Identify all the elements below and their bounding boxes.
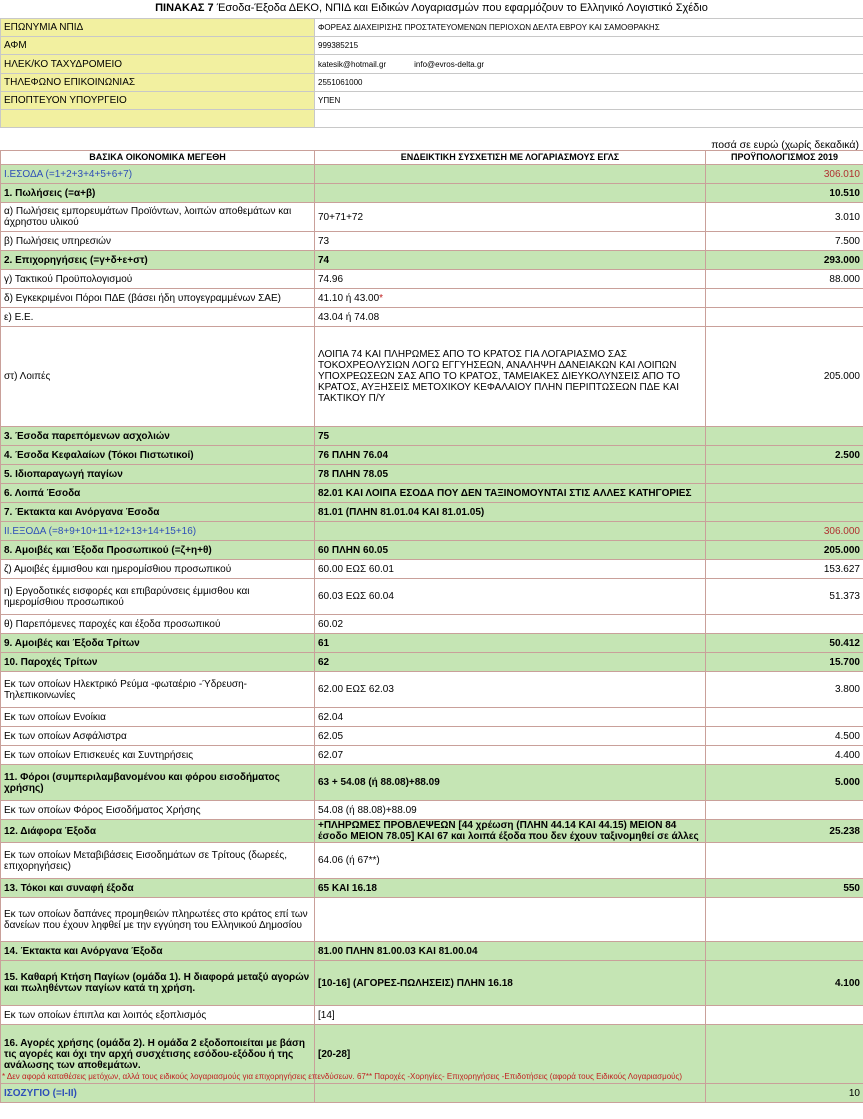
account-cell xyxy=(315,184,706,203)
account-cell: 74.96 xyxy=(315,270,706,289)
metric-cell: 14. Έκτακτα και Ανόργανα Έξοδα xyxy=(1,942,315,961)
amount-cell: 88.000 xyxy=(706,270,863,289)
email-1: katesik@hotmail.gr xyxy=(318,59,387,69)
table-title: Έσοδα-Έξοδα ΔΕΚΟ, ΝΠΙΔ και Ειδικών Λογαριασμών που εφαρμόζουν το Ελληνικό Λογιστικό Σχέδιο xyxy=(216,2,708,14)
account-cell: 60.03 ΕΩΣ 60.04 xyxy=(315,579,706,615)
metric-cell: στ) Λοιπές xyxy=(1,327,315,427)
table-row xyxy=(1,820,863,843)
account-cell xyxy=(315,165,706,184)
table-row xyxy=(1,560,863,579)
account-cell: 76 ΠΛΗΝ 76.04 xyxy=(315,446,706,465)
account-cell: 74 xyxy=(315,251,706,270)
account-cell: 78 ΠΛΗΝ 78.05 xyxy=(315,465,706,484)
table-row xyxy=(1,465,863,484)
account-cell: 81.00 ΠΛΗΝ 81.00.03 ΚΑΙ 81.00.04 xyxy=(315,942,706,961)
currency-note: ποσά σε ευρώ (χωρίς δεκαδικά) xyxy=(711,139,859,151)
metric-cell: 9. Αμοιβές και Έξοδα Τρίτων xyxy=(1,634,315,653)
page-title xyxy=(0,0,863,16)
amount-cell: 2.500 xyxy=(706,446,863,465)
table-row xyxy=(1,327,863,427)
account-cell xyxy=(315,1084,706,1103)
account-cell xyxy=(315,289,706,308)
table-row xyxy=(1,879,863,898)
table-row xyxy=(1,708,863,727)
amount-cell: 25.238 xyxy=(706,820,863,843)
amount-cell: 293.000 xyxy=(706,251,863,270)
account-cell: +ΠΛΗΡΩΜΕΣ ΠΡΟΒΛΕΨΕΩΝ [44 χρέωση (ΠΛΗΝ 44.14 ΚΑΙ 44.15) ΜΕΙΟΝ 84 έσοδο ΜΕΙΟΝ 78.05] ΚΑΙ 67 και λοιπά έξοδα που δεν έχουν ταξινομηθεί σε άλλες xyxy=(315,820,706,843)
table-row xyxy=(1,727,863,746)
amount-cell xyxy=(706,801,863,820)
amount-cell: 15.700 xyxy=(706,653,863,672)
account-cell: 54.08 (ή 88.08)+88.09 xyxy=(315,801,706,820)
metric-cell: Ι.ΕΣΟΔΑ (=1+2+3+4+5+6+7) xyxy=(1,165,315,184)
metric-cell: Εκ των οποίων Μεταβιβάσεις Εισοδημάτων σε Τρίτους (δωρεές, επιχορηγήσεις) xyxy=(1,843,315,879)
info-label xyxy=(1,110,315,128)
table-row xyxy=(1,961,863,1006)
amount-cell: 153.627 xyxy=(706,560,863,579)
account-cell: [14] xyxy=(315,1006,706,1025)
metric-cell: α) Πωλήσεις εμπορευμάτων Προϊόντων, λοιπών αποθεμάτων και άχρηστου υλικού xyxy=(1,203,315,232)
metric-cell: 16. Αγορές χρήσης (ομάδα 2). Η ομάδα 2 εξοδοποιείται με βάση τις αγορές και όχι την αρχή συσχέτισης εσόδου-εξόδου ή της ανάλωσης των αποθεμάτων. xyxy=(1,1025,315,1084)
info-label: ΕΠΩΝΥΜΙΑ ΝΠΙΔ xyxy=(1,19,315,37)
amount-cell: 3.800 xyxy=(706,672,863,708)
metric-cell: ΙΙ.ΕΞΟΔΑ (=8+9+10+11+12+13+14+15+16) xyxy=(1,522,315,541)
amount-cell: 10 xyxy=(706,1084,863,1103)
table-row xyxy=(1,746,863,765)
table-row xyxy=(1,942,863,961)
table-row xyxy=(1,1084,863,1103)
metric-cell: Εκ των οποίων Ενοίκια xyxy=(1,708,315,727)
table-row xyxy=(1,427,863,446)
account-cell: 62.07 xyxy=(315,746,706,765)
table-row xyxy=(1,184,863,203)
amount-cell xyxy=(706,708,863,727)
table-number: ΠΙΝΑΚΑΣ 7 xyxy=(155,2,214,14)
table-row xyxy=(1,541,863,560)
info-row-afm xyxy=(1,37,863,55)
metric-cell: ε) Ε.Ε. xyxy=(1,308,315,327)
metric-cell: Εκ των οποίων δαπάνες προμηθειών πληρωτέες στο κράτος επί των δανείων που έχουν ληφθεί με την εγγύηση του Ελληνικού Δημοσίου xyxy=(1,898,315,942)
account-cell: 63 + 54.08 (ή 88.08)+88.09 xyxy=(315,765,706,801)
amount-cell: 306.010 xyxy=(706,165,863,184)
metric-cell: 13. Τόκοι και συναφή έξοδα xyxy=(1,879,315,898)
table-row xyxy=(1,634,863,653)
account-cell: 61 xyxy=(315,634,706,653)
account-cell xyxy=(315,898,706,942)
amount-cell: 4.400 xyxy=(706,746,863,765)
metric-cell: 4. Έσοδα Κεφαλαίων (Τόκοι Πιστωτικοί) xyxy=(1,446,315,465)
account-cell: 60 ΠΛΗΝ 60.05 xyxy=(315,541,706,560)
amount-cell: 3.010 xyxy=(706,203,863,232)
amount-cell: 10.510 xyxy=(706,184,863,203)
info-label: ΑΦΜ xyxy=(1,37,315,55)
amount-cell: 4.500 xyxy=(706,727,863,746)
footnote: * Δεν αφορά καταθέσεις μετόχων, αλλά τους ειδικούς λογαριασμούς για επιχορηγήσεις επενδύσεων. 67** Παροχές -Χορηγίες- Επιχορηγήσεις -Επιδοτήσεις (αφορά τους Ειδικούς Λογαριασμούς) xyxy=(2,1072,683,1081)
table-header-row xyxy=(1,151,863,165)
amount-cell xyxy=(706,942,863,961)
table-row xyxy=(1,232,863,251)
account-cell: 62.04 xyxy=(315,708,706,727)
metric-cell: 10. Παροχές Τρίτων xyxy=(1,653,315,672)
account-cell: 62.00 ΕΩΣ 62.03 xyxy=(315,672,706,708)
metric-cell: δ) Εγκεκριμένοι Πόροι ΠΔΕ (βάσει ήδη υπογεγραμμένων ΣΑΕ) xyxy=(1,289,315,308)
amount-cell xyxy=(706,843,863,879)
info-row-empty xyxy=(1,110,863,128)
info-value: ΥΠΕΝ xyxy=(315,92,863,110)
metric-cell: Εκ των οποίων Επισκευές και Συντηρήσεις xyxy=(1,746,315,765)
info-label: ΕΠΟΠΤΕΥΟΝ ΥΠΟΥΡΓΕΙΟ xyxy=(1,92,315,110)
email-2: info@evros-delta.gr xyxy=(414,59,485,69)
column-header: ΕΝΔΕΙΚΤΙΚΗ ΣΥΣΧΕΤΙΣΗ ΜΕ ΛΟΓΑΡΙΑΣΜΟΥΣ ΕΓΛΣ xyxy=(315,151,706,165)
info-row-phone xyxy=(1,74,863,92)
metric-cell: η) Εργοδοτικές εισφορές και επιβαρύνσεις έμμισθου και ημερομίσθιου προσωπικού xyxy=(1,579,315,615)
metric-cell: θ) Παρεπόμενες παροχές και έξοδα προσωπικού xyxy=(1,615,315,634)
table-row xyxy=(1,801,863,820)
info-label: ΤΗΛΕΦΩΝΟ ΕΠΙΚΟΙΝΩΝΙΑΣ xyxy=(1,74,315,92)
table-row xyxy=(1,615,863,634)
amount-cell xyxy=(706,615,863,634)
footnote-mark: * xyxy=(379,292,384,304)
amount-cell: 4.100 xyxy=(706,961,863,1006)
table-row xyxy=(1,522,863,541)
budget-table xyxy=(0,150,863,1103)
amount-cell xyxy=(706,1025,863,1084)
info-value xyxy=(315,110,863,128)
info-row-name xyxy=(1,19,863,37)
metric-cell: γ) Τακτικού Προϋπολογισμού xyxy=(1,270,315,289)
entity-info-table xyxy=(0,18,863,128)
amount-cell: 550 xyxy=(706,879,863,898)
metric-cell: 15. Καθαρή Κτήση Παγίων (ομάδα 1). Η διαφορά μεταξύ αγορών και πωληθέντων παγίων κατά τη χρήση. xyxy=(1,961,315,1006)
account-cell: 82.01 ΚΑΙ ΛΟΙΠΑ ΕΣΟΔΑ ΠΟΥ ΔΕΝ ΤΑΞΙΝΟΜΟΥΝΤΑΙ ΣΤΙΣ ΑΛΛΕΣ ΚΑΤΗΓΟΡΙΕΣ xyxy=(315,484,706,503)
column-header: ΒΑΣΙΚΑ ΟΙΚΟΝΟΜΙΚΑ ΜΕΓΕΘΗ xyxy=(1,151,315,165)
amount-cell xyxy=(706,484,863,503)
amount-cell: 7.500 xyxy=(706,232,863,251)
table-row xyxy=(1,308,863,327)
amount-cell: 5.000 xyxy=(706,765,863,801)
table-row xyxy=(1,484,863,503)
amount-cell xyxy=(706,289,863,308)
amount-cell xyxy=(706,503,863,522)
info-row-email xyxy=(1,55,863,74)
metric-cell: 1. Πωλήσεις (=α+β) xyxy=(1,184,315,203)
info-label: ΗΛΕΚ/ΚΟ ΤΑΧΥΔΡΟΜΕΙΟ xyxy=(1,55,315,74)
table-row xyxy=(1,898,863,942)
account-cell: 64.06 (ή 67**) xyxy=(315,843,706,879)
account-cell: [10-16] (ΑΓΟΡΕΣ-ΠΩΛΗΣΕΙΣ) ΠΛΗΝ 16.18 xyxy=(315,961,706,1006)
table-row xyxy=(1,503,863,522)
table-row xyxy=(1,270,863,289)
table-row xyxy=(1,1006,863,1025)
amount-cell: 205.000 xyxy=(706,541,863,560)
metric-cell: 3. Έσοδα παρεπόμενων ασχολιών xyxy=(1,427,315,446)
info-row-ministry xyxy=(1,92,863,110)
metric-cell: 11. Φόροι (συμπεριλαμβανομένου και φόρου εισοδήματος χρήσης) xyxy=(1,765,315,801)
account-cell: 60.00 ΕΩΣ 60.01 xyxy=(315,560,706,579)
table-row xyxy=(1,765,863,801)
amount-cell: 50.412 xyxy=(706,634,863,653)
account-cell xyxy=(315,522,706,541)
table-row xyxy=(1,446,863,465)
metric-cell: 6. Λοιπά Έσοδα xyxy=(1,484,315,503)
table-row xyxy=(1,579,863,615)
account-cell: 65 ΚΑΙ 16.18 xyxy=(315,879,706,898)
metric-cell: Εκ των οποίων Ηλεκτρικό Ρεύμα -φωταέριο -Ύδρευση-Τηλεπικοινωνίες xyxy=(1,672,315,708)
metric-cell: 5. Ιδιοπαραγωγή παγίων xyxy=(1,465,315,484)
table-row xyxy=(1,653,863,672)
info-value: 2551061000 xyxy=(315,74,863,92)
account-cell: [20-28] xyxy=(315,1025,706,1084)
amount-cell: 205.000 xyxy=(706,327,863,427)
table-row xyxy=(1,289,863,308)
info-value: ΦΟΡΕΑΣ ΔΙΑΧΕΙΡΙΣΗΣ ΠΡΟΣΤΑΤΕΥΟΜΕΝΩΝ ΠΕΡΙΟΧΩΝ ΔΕΛΤΑ ΕΒΡΟΥ ΚΑΙ ΣΑΜΟΘΡΑΚΗΣ xyxy=(315,19,863,37)
metric-cell: Εκ των οποίων Ασφάλιστρα xyxy=(1,727,315,746)
amount-cell: 51.373 xyxy=(706,579,863,615)
metric-cell: 12. Διάφορα Έξοδα xyxy=(1,820,315,843)
metric-cell: 7. Έκτακτα και Ανόργανα Έσοδα xyxy=(1,503,315,522)
amount-cell xyxy=(706,465,863,484)
account-cell: 81.01 (ΠΛΗΝ 81.01.04 ΚΑΙ 81.01.05) xyxy=(315,503,706,522)
metric-cell: Εκ των οποίων Φόρος Εισοδήματος Χρήσης xyxy=(1,801,315,820)
table-row xyxy=(1,165,863,184)
amount-cell xyxy=(706,898,863,942)
account-cell: 70+71+72 xyxy=(315,203,706,232)
account-cell: 75 xyxy=(315,427,706,446)
account-cell: 60.02 xyxy=(315,615,706,634)
column-header: ΠΡΟΫΠΟΛΟΓΙΣΜΟΣ 2019 xyxy=(706,151,863,165)
metric-cell: β) Πωλήσεις υπηρεσιών xyxy=(1,232,315,251)
metric-cell: Εκ των οποίων έπιπλα και λοιπός εξοπλισμός xyxy=(1,1006,315,1025)
amount-cell xyxy=(706,427,863,446)
account-cell: 62 xyxy=(315,653,706,672)
table-row xyxy=(1,843,863,879)
account-cell: ΛΟΙΠΑ 74 ΚΑΙ ΠΛΗΡΩΜΕΣ ΑΠΟ ΤΟ ΚΡΑΤΟΣ ΓΙΑ ΛΟΓΑΡΙΑΣΜΟ ΣΑΣ ΤΟΚΟΧΡΕΟΛΥΣΙΩΝ ΛΟΓΩ ΕΓΓΥΗΣΕΩΝ, ΑΝΑΛΗΨΗ ΔΑΝΕΙΑΚΩΝ ΚΑΙ ΛΟΙΠΩΝ ΥΠΟΧΡΕΩΣΕΩΝ ΣΑΣ ΑΠΟ ΤΟ ΚΡΑΤΟΣ, ΤΑΜΕΙΑΚΕΣ ΔΙΕΥΚΟΛΥΝΣΕΙΣ ΑΠΟ ΤΟ ΚΡΑΤΟΣ, ΑΥΞΗΣΕΙΣ ΜΕΤΟΧΙΚΟΥ ΚΕΦΑΛΑΙΟΥ ΠΛΗΝ ΠΕΡΙΠΤΩΣΕΩΝ ΠΔΕ ΚΑΙ ΤΑΚΤΙΚΟΥ Π/Υ xyxy=(315,327,706,427)
amount-cell xyxy=(706,1006,863,1025)
table-row xyxy=(1,203,863,232)
amount-cell xyxy=(706,308,863,327)
metric-cell: ΙΣΟΖΥΓΙΟ (=Ι-ΙΙ) xyxy=(1,1084,315,1103)
account-cell: 73 xyxy=(315,232,706,251)
metric-cell: ζ) Αμοιβές έμμισθου και ημερομίσθιου προσωπικού xyxy=(1,560,315,579)
metric-cell: 8. Αμοιβές και Έξοδα Προσωπικού (=ζ+η+θ) xyxy=(1,541,315,560)
info-value xyxy=(315,55,863,74)
table-row xyxy=(1,672,863,708)
amount-cell: 306.000 xyxy=(706,522,863,541)
account-cell: 62.05 xyxy=(315,727,706,746)
metric-cell: 2. Επιχορηγήσεις (=γ+δ+ε+στ) xyxy=(1,251,315,270)
account-cell: 43.04 ή 74.08 xyxy=(315,308,706,327)
account-text: 41.10 ή 43.00 xyxy=(318,292,380,304)
table-row xyxy=(1,251,863,270)
info-value: 999385215 xyxy=(315,37,863,55)
